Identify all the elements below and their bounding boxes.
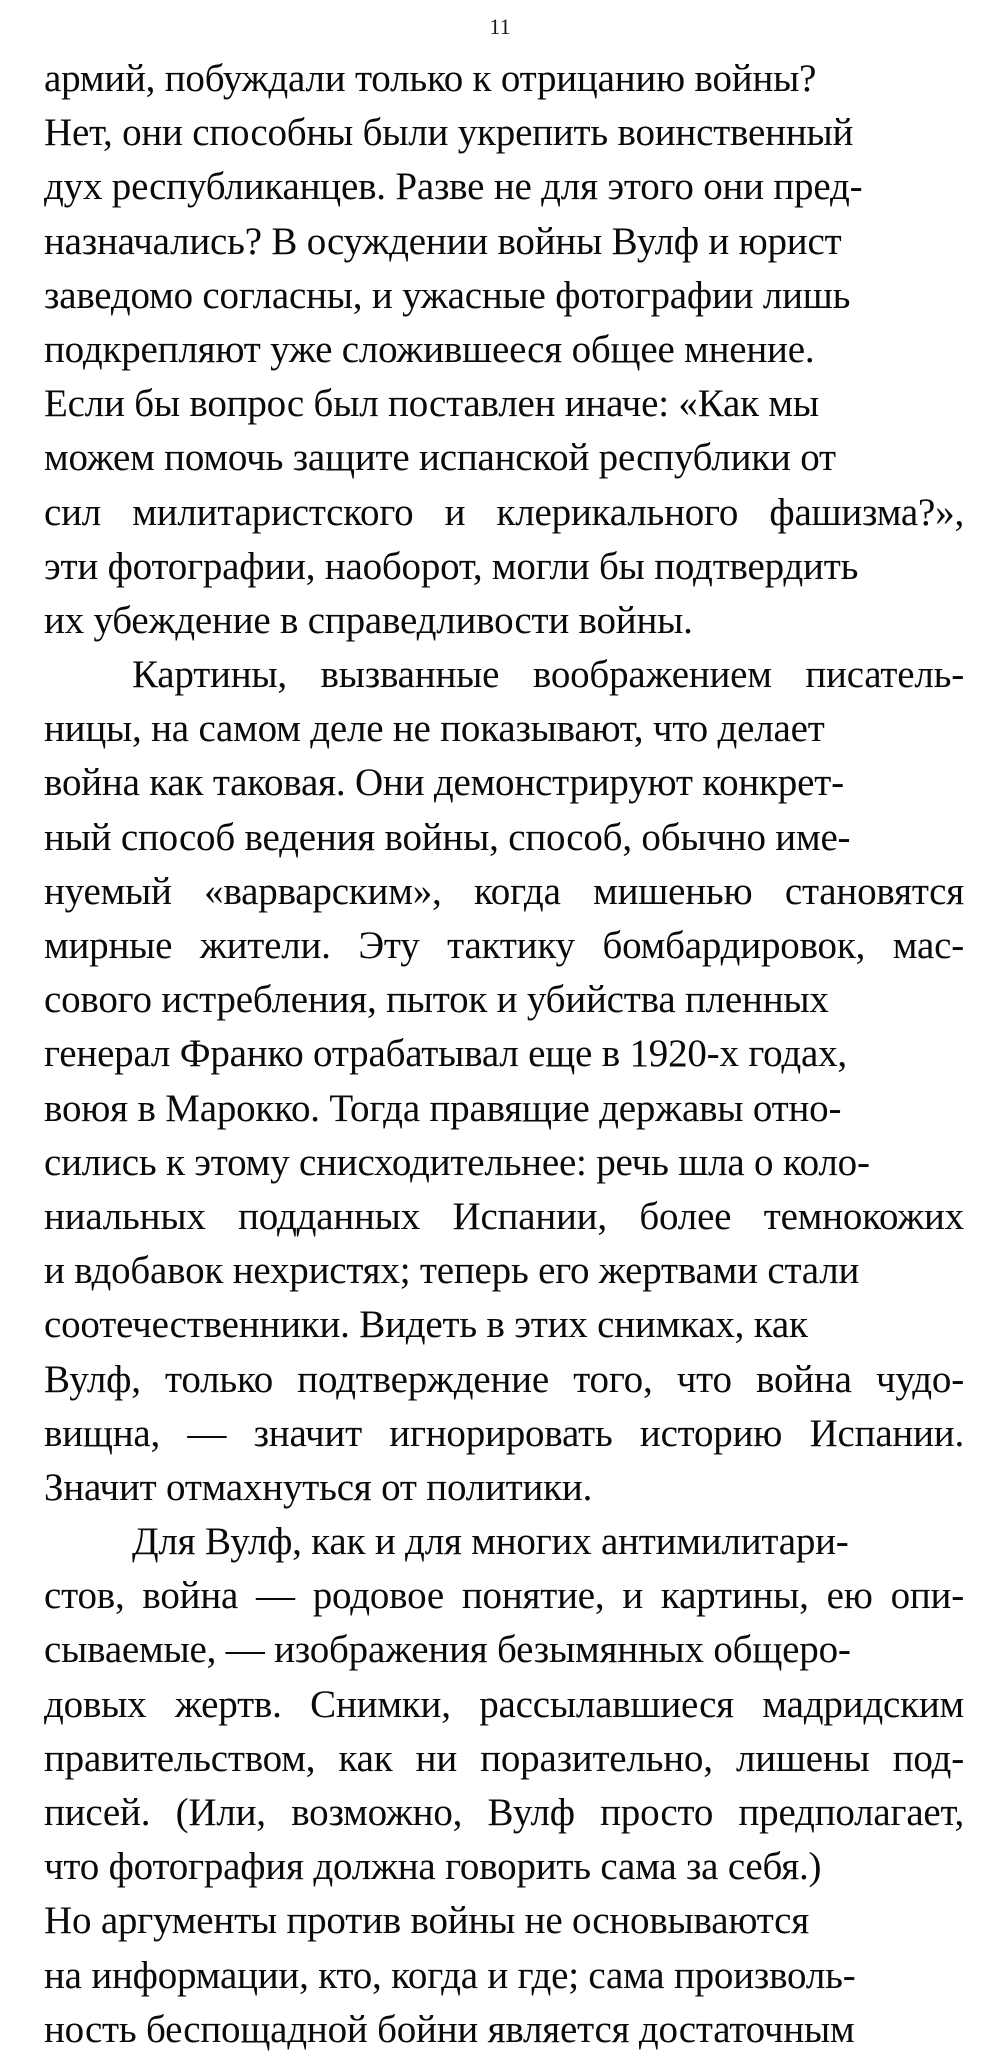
text-line: Нет, они способны были укрепить воинственный [44,111,854,155]
text-line: сываемые, — изображения безымянных общеро- [44,1628,851,1672]
text-line: армий, побуждали только к отрицанию войны? [44,57,817,100]
text-line: Если бы вопрос был поставлен иначе: «Как мы [44,382,819,426]
text-line: Для Вулф, как и для многих антимилитари- [132,1520,849,1564]
text-line: их убеждение в справедливости войны. [44,598,693,642]
text-line: писей. (Или, возможно, Вулф просто предполагает, [44,1791,964,1834]
text-line: правительством, как ни поразительно, лишены под- [44,1736,964,1780]
text-line: мирные жители. Эту тактику бомбардировок, мас- [44,924,964,967]
text-line: эти фотографии, наоборот, могли бы подтвердить [44,544,859,588]
text-line: назначались? В осуждении войны Вулф и юрист [44,219,842,263]
text-line: Картины, вызванные воображением писатель- [132,653,964,697]
text-line: воюя в Марокко. Тогда правящие державы отно- [44,1086,842,1130]
text-line: на информации, кто, когда и где; сама произволь- [44,1953,856,1997]
text-line: сились к этому снисходительнее: речь шла о коло- [44,1140,870,1184]
text-line: стов, война — родовое понятие, и картины, ею опи- [44,1574,964,1618]
body-text [44,52,964,2057]
text-line: что фотография должна говорить сама за себя.) [44,1845,822,1889]
text-line: Вулф, только подтверждение того, что война чудо- [44,1357,964,1401]
text-line: довых жертв. Снимки, рассылавшиеся мадридским [44,1682,964,1726]
text-line: генерал Франко отрабатывал еще в 1920-х годах, [44,1032,847,1076]
text-line: ность беспощадной бойни является достаточным [44,2007,855,2051]
text-line: заведомо согласны, и ужасные фотографии лишь [44,273,851,317]
text-line: нуемый «варварским», когда мишенью становятся [44,869,964,913]
text-line: Значит отмахнуться от политики. [44,1465,593,1509]
text-line: соотечественники. Видеть в этих снимках, как [44,1303,808,1347]
text-line: можем помочь защите испанской республики от [44,436,836,480]
text-line: Но аргументы против войны не основываются [44,1899,809,1943]
text-line: ный способ ведения войны, способ, обычно име- [44,815,851,859]
text-line: подкрепляют уже сложившееся общее мнение. [44,327,815,371]
text-line: и вдобавок нехристях; теперь его жертвами стали [44,1249,860,1293]
text-line: дух республиканцев. Разве не для этого они пред- [44,165,863,209]
page-number: 11 [489,14,511,39]
text-line: ницы, на самом деле не показывают, что делает [44,707,825,751]
text-line: война как таковая. Они демонстрируют конкрет- [44,761,844,805]
text-line: сового истребления, пыток и убийства пленных [44,978,829,1022]
text-line: ниальных подданных Испании, более темнокожих [44,1194,964,1238]
text-line: вищна, — значит игнорировать историю Испании. [44,1411,964,1455]
text-line: сил милитаристского и клерикального фашизма?», [44,490,964,534]
